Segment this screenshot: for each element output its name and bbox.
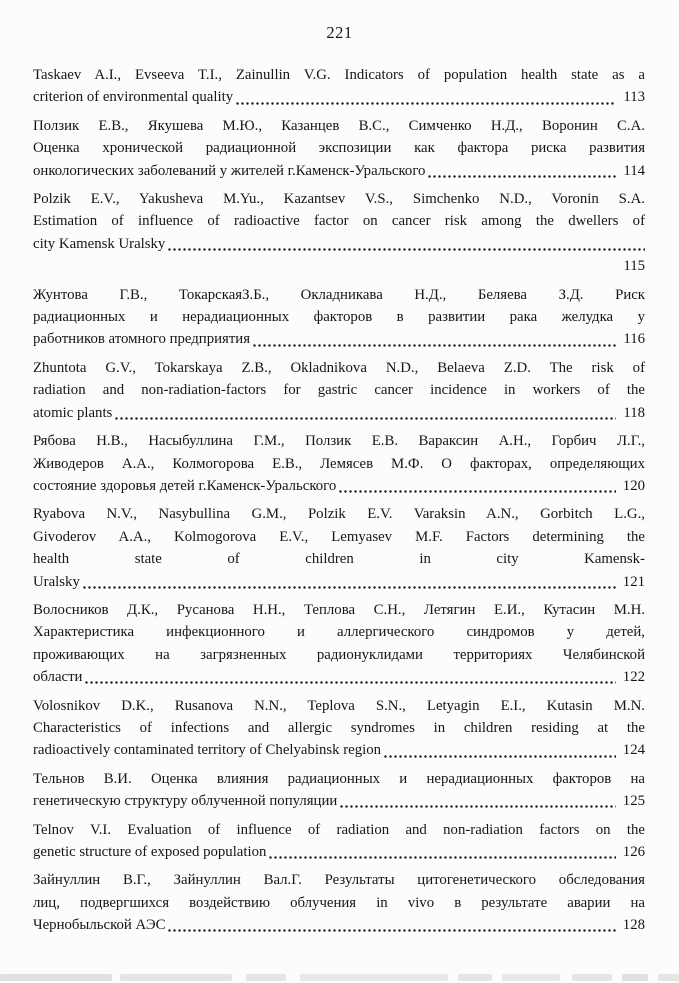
toc-line: Polzik E.V., Yakusheva M.Yu., Kazantsev V.S., Simchenko N.D., Voronin S.A. <box>33 191 645 208</box>
toc-last-line <box>33 914 645 936</box>
toc-line: радиационных и нерадиационных факторов в развитии рака желудка у <box>33 309 645 326</box>
toc-entry <box>33 284 645 351</box>
toc-line: генетическую структуру облученной популяции <box>33 793 338 810</box>
toc-line: Ползик Е.В., Якушева М.Ю., Казанцев В.С., Симченко Н.Д., Воронин С.А. <box>33 117 645 134</box>
toc-last-line <box>33 475 645 497</box>
toc-line: Чернобыльской АЭС <box>33 917 166 934</box>
toc-line: Telnov V.I. Evaluation of influence of radiation and non-radiation factors on the <box>33 821 645 838</box>
toc-line: области <box>33 669 83 686</box>
toc-line: Оценка хронической радиационной экспозиции как фактора риска развития <box>33 140 645 157</box>
toc-line: Estimation of influence of radioactive factor on cancer risk among the dwellers of <box>33 213 645 230</box>
scan-artifact <box>246 974 286 981</box>
scan-artifact <box>622 974 648 981</box>
toc-page-number: 118 <box>623 404 645 421</box>
toc-line: Volosnikov D.K., Rusanova N.N., Teplova S.N., Letyagin E.I., Kutasin M.N. <box>33 697 645 714</box>
toc-page-number: 113 <box>623 89 645 106</box>
dot-leader <box>82 571 616 593</box>
toc-line: genetic structure of exposed population <box>33 844 267 860</box>
toc-line: criterion of environmental quality <box>33 89 234 106</box>
toc-page-number: 125 <box>622 793 645 810</box>
toc-line: radiation and non-radiation-factors for gastric cancer incidence in workers of the <box>33 382 645 399</box>
toc-line: health state of children in city Kamensk- <box>33 551 645 568</box>
dot-leader <box>167 233 645 255</box>
toc-page-number: 116 <box>623 331 645 348</box>
toc-page-number: 128 <box>622 917 645 934</box>
toc-line: Тельнов В.И. Оценка влияния радиационных и нерадиационных факторов на <box>33 770 645 787</box>
toc-last-line <box>33 233 645 255</box>
dot-leader <box>427 160 616 182</box>
toc-page-number: 115 <box>623 258 645 275</box>
toc-page-number: 114 <box>623 162 645 179</box>
toc-last-line <box>33 739 645 761</box>
toc-line: Характеристика инфекционного и аллергического синдромов у детей, <box>33 624 645 641</box>
dot-leader <box>383 739 616 761</box>
toc-page-number: 122 <box>622 669 645 686</box>
toc-last-line <box>33 666 645 688</box>
dot-leader <box>252 328 616 350</box>
dot-leader <box>338 475 616 497</box>
toc-list <box>33 64 645 937</box>
toc-line: Taskaev A.I., Evseeva T.I., Zainullin V.G. Indicators of population health state as a <box>33 67 645 83</box>
toc-line: radioactively contaminated territory of Chelyabinsk region <box>33 742 382 759</box>
toc-line: работников атомного предприятия <box>33 331 251 348</box>
toc-line: Зайнуллин В.Г., Зайнуллин Вал.Г. Результаты цитогенетического обследования <box>33 872 645 889</box>
toc-entry <box>33 430 645 497</box>
toc-entry <box>33 869 645 936</box>
toc-line: онкологических заболеваний у жителей г.Каменск-Уральского <box>33 162 426 179</box>
toc-last-line <box>33 402 645 424</box>
toc-entry <box>33 695 645 762</box>
scan-artifact <box>300 974 448 981</box>
scan-artifact <box>458 974 492 981</box>
toc-line: Рябова Н.В., Насыбуллина Г.М., Ползик Е.В. Вараксин А.Н., Горбич Л.Г., <box>33 433 645 450</box>
toc-page-number: 126 <box>622 844 645 860</box>
scan-artifact <box>0 974 112 981</box>
toc-last-line <box>33 841 645 863</box>
toc-last-line <box>33 790 645 812</box>
toc-last-line <box>33 86 645 108</box>
toc-page-number: 124 <box>622 742 645 759</box>
toc-page-number: 121 <box>622 573 645 590</box>
toc-line: состояние здоровья детей г.Каменск-Уральского <box>33 477 337 494</box>
toc-line: atomic plants <box>33 404 113 421</box>
dot-leader <box>268 841 615 863</box>
toc-line: Живодеров А.А., Колмогорова Е.В., Лемясев М.Ф. О факторах, определяющих <box>33 455 645 472</box>
dot-leader <box>114 402 616 424</box>
toc-line: Волосников Д.К., Русанова Н.Н., Теплова С.Н., Летягин Е.И., Кутасин М.Н. <box>33 601 645 618</box>
toc-last-line <box>33 571 645 593</box>
scan-artifact-strip <box>0 971 679 983</box>
scan-artifact <box>120 974 232 981</box>
toc-entry <box>33 115 645 182</box>
toc-entry <box>33 357 645 424</box>
toc-line: лиц, подвергшихся воздействию облучения in vivo в результате аварии на <box>33 894 645 911</box>
toc-line: проживающих на загрязненных радионуклидами территориях Челябинской <box>33 646 645 663</box>
dot-leader <box>84 666 615 688</box>
scan-artifact <box>572 974 612 981</box>
toc-last-line <box>33 328 645 350</box>
dot-leader <box>235 86 616 108</box>
scanned-toc-page <box>0 23 679 983</box>
toc-line: Zhuntota G.V., Tokarskaya Z.B., Okladnikova N.D., Belaeva Z.D. The risk of <box>33 359 645 376</box>
toc-entry <box>33 768 645 813</box>
toc-line: Givoderov A.A., Kolmogorova E.V., Lemyasev M.F. Factors determining the <box>33 528 645 545</box>
toc-line: Ryabova N.V., Nasybullina G.M., Polzik E.V. Varaksin A.N., Gorbitch L.G., <box>33 506 645 523</box>
toc-entry <box>33 188 645 278</box>
toc-entry <box>33 599 645 689</box>
toc-page-number: 120 <box>622 477 645 494</box>
page-number-header: 221 <box>326 23 353 42</box>
toc-line: Characteristics of infections and allergic syndromes in children residing at the <box>33 719 645 736</box>
scan-artifact <box>502 974 560 981</box>
toc-line: Жунтова Г.В., ТокарскаяЗ.Б., Окладникава Н.Д., Беляева З.Д. Риск <box>33 286 645 303</box>
dot-leader <box>167 914 615 936</box>
scan-artifact <box>658 974 679 981</box>
toc-line: Uralsky <box>33 573 80 590</box>
toc-last-line <box>33 160 645 182</box>
toc-entry <box>33 64 645 109</box>
toc-entry <box>33 819 645 864</box>
toc-line: city Kamensk Uralsky <box>33 235 166 252</box>
dot-leader <box>339 790 615 812</box>
toc-entry <box>33 503 645 593</box>
